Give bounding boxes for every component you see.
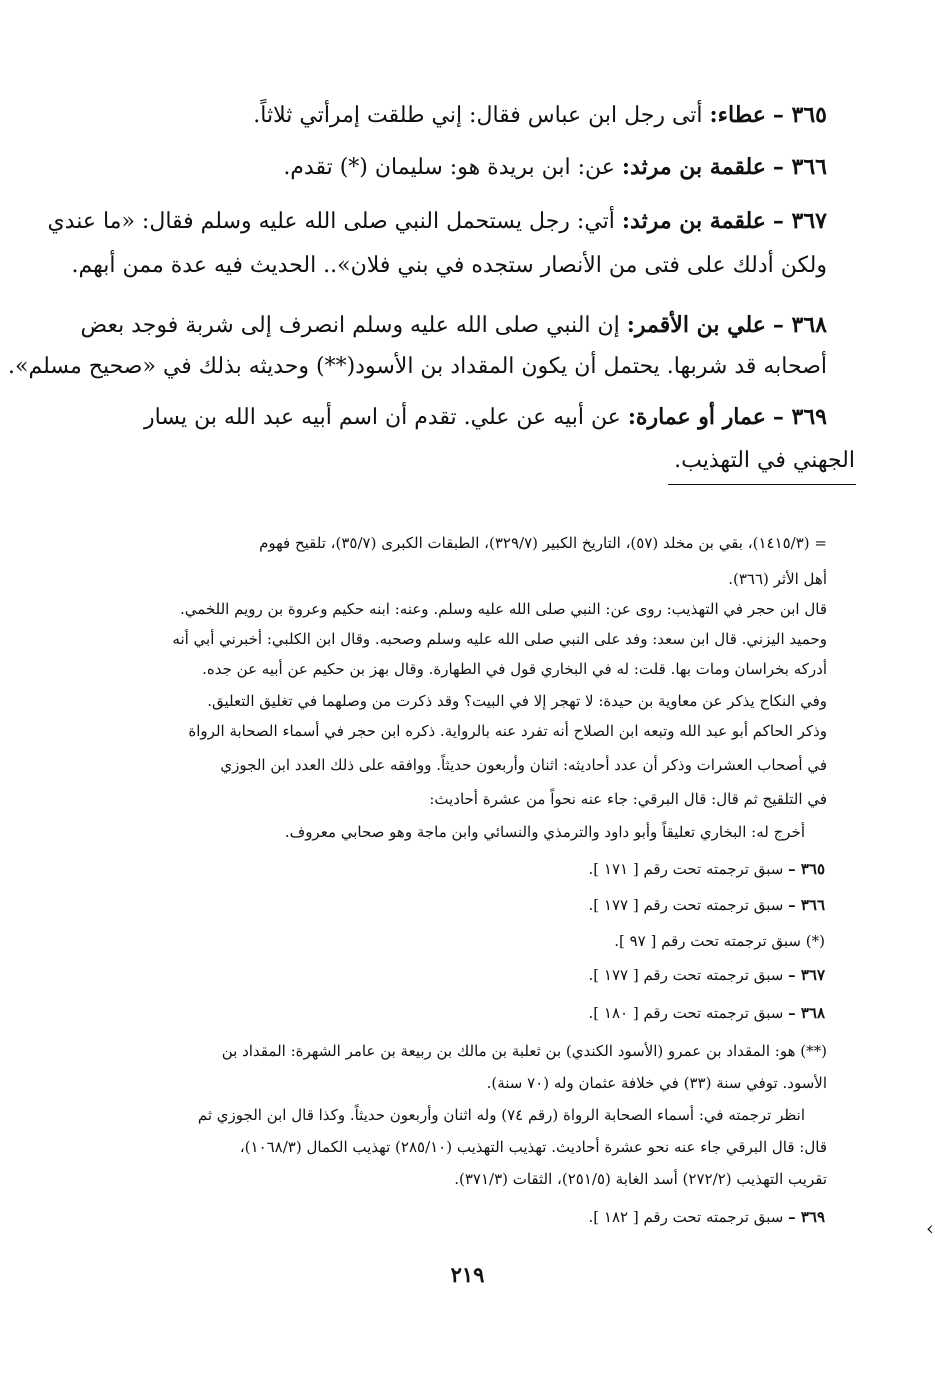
- entry-367: [47, 208, 827, 234]
- entry-368: [81, 312, 828, 338]
- footnote-line: الأسود. توفي سنة (٣٣) في خلافة عثمان وله (٧٠ سنة).: [486, 1074, 827, 1092]
- ref-number: (*): [805, 932, 825, 950]
- ref-text: سبق ترجمته تحت رقم [ ١٧٧ ].: [588, 896, 784, 914]
- entry-number: ٣٦٩ –: [772, 404, 827, 430]
- footnote-line: أخرج له: البخاري تعليقاً وأبو داود والترمذي والنسائي وابن ماجة وهو صحابي معروف.: [284, 823, 805, 841]
- footnote-line: تقريب التهذيب (٢٧٢/٢) أسد الغابة (٢٥١/٥)، الثقات (٣٧١/٣).: [454, 1170, 827, 1188]
- entry-369: [144, 404, 827, 430]
- entry-365: [253, 102, 827, 128]
- ref-text: سبق ترجمته تحت رقم [ ٩٧ ].: [614, 932, 801, 950]
- ref-number: ٣٦٥ –: [788, 860, 825, 878]
- ref-star: [614, 932, 825, 950]
- footnote-line: قال ابن حجر في التهذيب: روى عن: النبي صلى الله عليه وسلم. وعنه: ابنه حكيم وعروة بن رويم اللخمي.: [180, 600, 827, 618]
- page-number: ٢١٩: [450, 1262, 485, 1287]
- entry-name: علقمة بن مرثد:: [621, 154, 766, 180]
- entry-name: عمار أو عمارة:: [627, 404, 766, 430]
- ref-368: [589, 1004, 826, 1022]
- footnote-line: = (١٤١٥/٣)، بقي بن مخلد (٥٧)، التاريخ الكبير (٣٢٩/٧)، الطبقات الكبرى (٣٥/٧)، تلقيح فهوم: [259, 534, 827, 552]
- entry-368-cont: أصحابه قد شربها. يحتمل أن يكون المقداد بن الأسود(**) وحديثه بذلك في «صحيح مسلم».: [7, 354, 827, 379]
- footnote-line: وفي النكاح يذكر عن معاوية بن حيدة: لا تهجر إلا في البيت؟ وقد ذكرت من وصلهما في تغليق التعليق.: [207, 692, 827, 710]
- ref-369: [589, 1208, 826, 1226]
- entry-number: ٣٦٥ –: [772, 102, 827, 128]
- ref-text: سبق ترجمته تحت رقم [ ١٨٠ ].: [588, 1004, 784, 1022]
- ref-366: [589, 896, 826, 914]
- footnote-separator: [668, 484, 856, 485]
- edge-mark: ‹: [926, 1216, 934, 1240]
- ref-367: [589, 966, 826, 984]
- entry-369-cont: الجهني في التهذيب.: [674, 448, 855, 473]
- footnote-line: في التلقيح ثم قال: قال البرقي: جاء عنه نحواً من عشرة أحاديث:: [429, 790, 827, 808]
- ref-text: سبق ترجمته تحت رقم [ ١٧٧ ].: [588, 966, 784, 984]
- footnote-line: (**) هو: المقداد بن عمرو (الأسود الكندي) بن ثعلبة بن مالك بن ربيعة بن عامر الشهرة: المقداد بن: [221, 1042, 827, 1060]
- ref-number: ٣٦٧ –: [788, 966, 825, 984]
- entry-name: علي بن الأقمر:: [626, 312, 766, 338]
- entry-name: علقمة بن مرثد:: [621, 208, 766, 234]
- entry-text: أتى رجل ابن عباس فقال: إني طلقت إمرأتي ثلاثاً.: [253, 103, 703, 128]
- entry-366: [283, 154, 827, 180]
- ref-365: [589, 860, 826, 878]
- entry-name: عطاء:: [709, 102, 766, 128]
- ref-number: ٣٦٦ –: [788, 896, 825, 914]
- ref-text: سبق ترجمته تحت رقم [ ١٨٢ ].: [588, 1208, 784, 1226]
- entry-number: ٣٦٧ –: [772, 208, 827, 234]
- entry-number: ٣٦٦ –: [772, 154, 827, 180]
- entry-number: ٣٦٨ –: [772, 312, 827, 338]
- footnote-line: أهل الأثر (٣٦٦).: [728, 570, 827, 588]
- ref-number: ٣٦٨ –: [788, 1004, 825, 1022]
- footnote-line: وذكر الحاكم أبو عبد الله وتبعه ابن الصلاح أنه تفرد عنه بالرواية. ذكره ابن حجر في أسماء الصحابة الرواة: [188, 722, 827, 740]
- ref-text: سبق ترجمته تحت رقم [ ١٧١ ].: [588, 860, 784, 878]
- footnote-line: في أصحاب العشرات وذكر أن عدد أحاديثه: اثنان وأربعون حديثاً. ووافقه على ذلك العدد ابن الجوزي: [220, 756, 827, 774]
- footnote-line: وحميد اليزني. قال ابن سعد: وفد على النبي صلى الله عليه وسلم وصحبه. وقال ابن الكلبي: أخبرني أبي أنه: [172, 630, 827, 648]
- entry-text: عن: ابن بريدة هو: سليمان (*) تقدم.: [283, 155, 615, 180]
- footnote-line: أدركه بخراسان ومات بها. قلت: له في البخاري قول في الطهارة. وقال بهز بن حكيم عن أبيه عن جده.: [202, 660, 827, 678]
- entry-text: أتي: رجل يستحمل النبي صلى الله عليه وسلم فقال: «ما عندي: [47, 209, 615, 234]
- footnote-line: قال: قال البرقي جاء عنه نحو عشرة أحاديث. تهذيب التهذيب (٢٨٥/١٠) تهذيب الكمال (١٠٦٨/٣)،: [239, 1138, 827, 1156]
- entry-text: إن النبي صلى الله عليه وسلم انصرف إلى شربة فوجد بعض: [80, 313, 620, 338]
- entry-text: عن أبيه عن علي. تقدم أن اسم أبيه عبد الله بن يسار: [144, 405, 621, 430]
- entry-367-cont: ولكن أدلك على فتى من الأنصار ستجده في بني فلان».. الحديث فيه عدة ممن أبهم.: [71, 253, 827, 278]
- ref-number: ٣٦٩ –: [788, 1208, 825, 1226]
- footnote-line: انظر ترجمته في: أسماء الصحابة الرواة (رقم ٧٤) وله اثنان وأربعون حديثاً. وكذا قال ابن الجوزي ثم: [197, 1106, 805, 1124]
